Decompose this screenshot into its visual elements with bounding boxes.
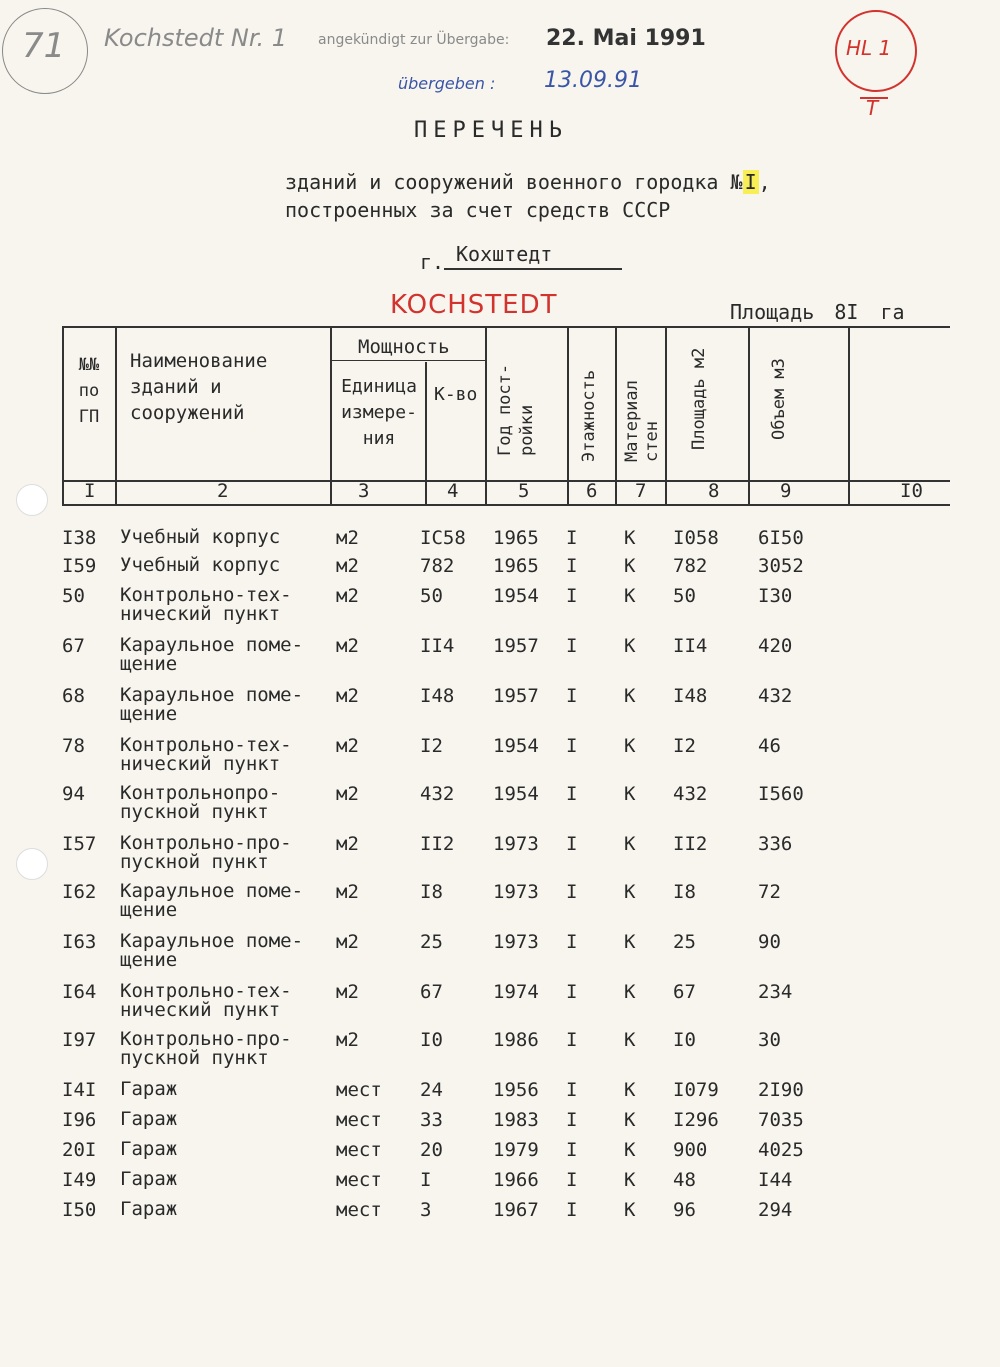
header-col-2: Наименование зданий и сооружений xyxy=(130,350,268,424)
cell-qty: I0 xyxy=(420,1029,443,1051)
cell-unit: мест xyxy=(336,1199,382,1221)
cell-mat: К xyxy=(624,833,636,855)
cell-area: 432 xyxy=(673,783,708,805)
title-line-1: зданий и сооружений военного городка № I , xyxy=(285,170,771,194)
cell-no: 94 xyxy=(62,783,85,805)
cell-floors: I xyxy=(566,1079,578,1101)
document-title: ПЕРЕЧЕНЬ xyxy=(414,118,568,143)
cell-year: 1957 xyxy=(493,635,539,657)
cell-unit: м2 xyxy=(336,931,359,953)
header-col-3: Единица измере- ния xyxy=(341,376,417,449)
cell-name-line: Учебный корпус xyxy=(120,526,281,548)
cell-vol: 4025 xyxy=(758,1139,804,1161)
cell-qty: 20 xyxy=(420,1139,443,1161)
cell-no: I50 xyxy=(62,1199,97,1221)
cell-year: 1974 xyxy=(493,981,539,1003)
cell-qty: 33 xyxy=(420,1109,443,1131)
cell-unit: м2 xyxy=(336,585,359,607)
cell-floors: I xyxy=(566,783,578,805)
cell-no: I62 xyxy=(62,881,97,903)
cell-no: 20I xyxy=(62,1139,97,1161)
cell-name-line: Гараж xyxy=(120,1198,178,1220)
header-bottom-border xyxy=(62,480,950,482)
handover-date: 13.09.91 xyxy=(544,68,642,93)
cell-mat: К xyxy=(624,1079,636,1101)
cell-no: 67 xyxy=(62,635,85,657)
cell-name-line: Контрольнопро- xyxy=(120,782,281,804)
cell-area: I48 xyxy=(673,685,708,707)
cell-name xyxy=(120,1030,292,1068)
cell-no: I49 xyxy=(62,1169,97,1191)
cell-unit: м2 xyxy=(336,833,359,855)
cell-name xyxy=(120,528,280,547)
column-number: I xyxy=(84,480,96,502)
cell-mat: К xyxy=(624,981,636,1003)
cell-no: I96 xyxy=(62,1109,97,1131)
cell-unit: м2 xyxy=(336,1029,359,1051)
cell-year: 1966 xyxy=(493,1169,539,1191)
column-number: I0 xyxy=(900,480,923,502)
cell-area: I079 xyxy=(673,1079,719,1101)
cell-area: 67 xyxy=(673,981,696,1003)
cell-name-line: нический пункт xyxy=(120,603,281,625)
cell-qty: 25 xyxy=(420,931,443,953)
cell-name-line: Караульное поме- xyxy=(120,684,304,706)
cell-name xyxy=(120,1080,177,1099)
cell-area: 900 xyxy=(673,1139,708,1161)
cell-name xyxy=(120,1110,177,1129)
cell-name-line: щение xyxy=(120,899,178,921)
header-col-9: Объем м3 xyxy=(769,358,789,440)
cell-name-line: Контрольно-тех- xyxy=(120,734,292,756)
cell-floors: I xyxy=(566,635,578,657)
cell-name xyxy=(120,1170,177,1189)
cell-year: 1965 xyxy=(493,527,539,549)
cell-mat: К xyxy=(624,585,636,607)
cell-name xyxy=(120,784,280,822)
column-number: 5 xyxy=(518,480,530,502)
cell-qty: IC58 xyxy=(420,527,466,549)
cell-unit: м2 xyxy=(336,635,359,657)
cell-no: I4I xyxy=(62,1079,97,1101)
cell-floors: I xyxy=(566,527,578,549)
stamp-date: 22. Mai 1991 xyxy=(546,26,706,51)
pencil-label: Kochstedt Nr. 1 xyxy=(104,24,288,52)
col-line xyxy=(748,326,750,504)
cell-year: 1973 xyxy=(493,881,539,903)
cell-name-line: Учебный корпус xyxy=(120,554,281,576)
cell-name-line: пускной пункт xyxy=(120,1047,269,1069)
cell-area: II4 xyxy=(673,635,708,657)
cell-vol: I560 xyxy=(758,783,804,805)
cell-vol: 7035 xyxy=(758,1109,804,1131)
col-line xyxy=(615,326,617,504)
cell-name-line: Контрольно-тех- xyxy=(120,584,292,606)
cell-mat: К xyxy=(624,527,636,549)
cell-unit: мест xyxy=(336,1139,382,1161)
cell-name-line: Гараж xyxy=(120,1078,178,1100)
title-line-2: построенных за счет средств СССР xyxy=(285,198,671,222)
cell-floors: I xyxy=(566,1199,578,1221)
cell-area: I0 xyxy=(673,1029,696,1051)
cell-mat: К xyxy=(624,555,636,577)
cell-vol: 30 xyxy=(758,1029,781,1051)
cell-area: I2 xyxy=(673,735,696,757)
header-col-5: Год пост- ройки xyxy=(495,363,537,456)
cell-vol: I30 xyxy=(758,585,793,607)
cell-name-line: нический пункт xyxy=(120,999,281,1021)
cell-name xyxy=(120,586,292,624)
col-line xyxy=(62,326,64,504)
cell-floors: I xyxy=(566,881,578,903)
city-prefix: г. xyxy=(420,250,445,274)
cell-qty: I8 xyxy=(420,881,443,903)
cell-floors: I xyxy=(566,555,578,577)
cell-name-line: Караульное поме- xyxy=(120,634,304,656)
col-line xyxy=(567,326,569,504)
cell-name-line: Контрольно-про- xyxy=(120,1028,292,1050)
cell-mat: К xyxy=(624,685,636,707)
col-line xyxy=(485,326,487,504)
col-line xyxy=(848,326,850,504)
cell-no: 68 xyxy=(62,685,85,707)
cell-unit: м2 xyxy=(336,981,359,1003)
cell-mat: К xyxy=(624,635,636,657)
cell-vol: 46 xyxy=(758,735,781,757)
cell-no: I97 xyxy=(62,1029,97,1051)
cell-name-line: щение xyxy=(120,703,178,725)
cell-name-line: пускной пункт xyxy=(120,801,269,823)
cell-vol: 2I90 xyxy=(758,1079,804,1101)
cell-year: 1967 xyxy=(493,1199,539,1221)
cell-qty: 67 xyxy=(420,981,443,1003)
cell-unit: м2 xyxy=(336,685,359,707)
cell-name xyxy=(120,1140,177,1159)
cell-qty: 50 xyxy=(420,585,443,607)
red-circle-code: HL 1 xyxy=(846,36,892,60)
cell-qty: 3 xyxy=(420,1199,432,1221)
column-number: 7 xyxy=(635,480,647,502)
cell-name xyxy=(120,982,292,1020)
header-col-8: Площадь м2 xyxy=(689,347,709,450)
cell-area: I058 xyxy=(673,527,719,549)
cell-no: 50 xyxy=(62,585,85,607)
cell-qty: 432 xyxy=(420,783,455,805)
cell-mat: К xyxy=(624,1029,636,1051)
capacity-divider xyxy=(330,360,485,361)
cell-no: I59 xyxy=(62,555,97,577)
cell-unit: м2 xyxy=(336,735,359,757)
punch-hole xyxy=(16,484,48,516)
cell-qty: I48 xyxy=(420,685,455,707)
cell-year: 1986 xyxy=(493,1029,539,1051)
cell-year: 1973 xyxy=(493,931,539,953)
cell-vol: 6I50 xyxy=(758,527,804,549)
cell-qty: I2 xyxy=(420,735,443,757)
cell-name-line: щение xyxy=(120,653,178,675)
cell-no: I64 xyxy=(62,981,97,1003)
red-mark: T xyxy=(866,96,879,120)
archive-number: 71 xyxy=(22,26,66,66)
cell-name-line: Контрольно-тех- xyxy=(120,980,292,1002)
cell-year: 1965 xyxy=(493,555,539,577)
column-number: 6 xyxy=(586,480,598,502)
cell-name-line: Контрольно-про- xyxy=(120,832,292,854)
cell-qty: 24 xyxy=(420,1079,443,1101)
cell-floors: I xyxy=(566,1139,578,1161)
cell-year: 1973 xyxy=(493,833,539,855)
header-col-7: Материал стен xyxy=(622,380,662,462)
cell-qty: II4 xyxy=(420,635,455,657)
cell-unit: м2 xyxy=(336,783,359,805)
cell-no: 78 xyxy=(62,735,85,757)
city-underline xyxy=(444,268,622,270)
cell-area: I8 xyxy=(673,881,696,903)
cell-year: 1954 xyxy=(493,735,539,757)
cell-vol: 294 xyxy=(758,1199,793,1221)
cell-area: I296 xyxy=(673,1109,719,1131)
cell-floors: I xyxy=(566,1029,578,1051)
cell-mat: К xyxy=(624,735,636,757)
cell-qty: 782 xyxy=(420,555,455,577)
column-number: 4 xyxy=(447,480,459,502)
cell-area: 48 xyxy=(673,1169,696,1191)
cell-name-line: Гараж xyxy=(120,1168,178,1190)
cell-unit: мест xyxy=(336,1109,382,1131)
cell-name xyxy=(120,932,303,970)
cell-unit: м2 xyxy=(336,881,359,903)
cell-area: II2 xyxy=(673,833,708,855)
column-number: 2 xyxy=(217,480,229,502)
cell-name xyxy=(120,636,303,674)
cell-mat: К xyxy=(624,783,636,805)
cell-floors: I xyxy=(566,1109,578,1131)
cell-unit: м2 xyxy=(336,527,359,549)
cell-vol: I44 xyxy=(758,1169,793,1191)
cell-year: 1954 xyxy=(493,783,539,805)
cell-year: 1954 xyxy=(493,585,539,607)
cell-vol: 234 xyxy=(758,981,793,1003)
column-number: 9 xyxy=(780,480,792,502)
cell-area: 96 xyxy=(673,1199,696,1221)
cell-year: 1979 xyxy=(493,1139,539,1161)
cell-name xyxy=(120,882,303,920)
cell-mat: К xyxy=(624,1169,636,1191)
col-line xyxy=(115,326,117,504)
cell-name xyxy=(120,556,280,575)
cell-unit: м2 xyxy=(336,555,359,577)
cell-vol: 336 xyxy=(758,833,793,855)
cell-mat: К xyxy=(624,1109,636,1131)
city-name: Кохштедт xyxy=(456,242,553,266)
cell-mat: К xyxy=(624,1139,636,1161)
cell-floors: I xyxy=(566,685,578,707)
cell-mat: К xyxy=(624,881,636,903)
col-line xyxy=(425,362,427,504)
column-number: 8 xyxy=(708,480,720,502)
red-place-label: KOCHSTEDT xyxy=(390,290,558,320)
cell-mat: К xyxy=(624,1199,636,1221)
cell-floors: I xyxy=(566,833,578,855)
cell-year: 1983 xyxy=(493,1109,539,1131)
cell-unit: мест xyxy=(336,1169,382,1191)
cell-name-line: щение xyxy=(120,949,178,971)
cell-year: 1956 xyxy=(493,1079,539,1101)
cell-name xyxy=(120,686,303,724)
table-header-bottom xyxy=(62,504,950,506)
cell-name-line: Гараж xyxy=(120,1138,178,1160)
cell-name xyxy=(120,1200,177,1219)
stamp-text: angekündigt zur Übergabe: xyxy=(318,32,510,48)
cell-name xyxy=(120,736,292,774)
cell-area: 25 xyxy=(673,931,696,953)
cell-no: I38 xyxy=(62,527,97,549)
col-line xyxy=(665,326,667,504)
cell-vol: 432 xyxy=(758,685,793,707)
cell-vol: 72 xyxy=(758,881,781,903)
cell-name-line: пускной пункт xyxy=(120,851,269,873)
cell-floors: I xyxy=(566,981,578,1003)
cell-area: 50 xyxy=(673,585,696,607)
col-line xyxy=(330,326,332,504)
handover-label: übergeben : xyxy=(398,74,496,93)
cell-year: 1957 xyxy=(493,685,539,707)
header-col-6: Этажность xyxy=(579,369,599,462)
cell-vol: 420 xyxy=(758,635,793,657)
cell-name-line: Караульное поме- xyxy=(120,930,304,952)
cell-area: 782 xyxy=(673,555,708,577)
header-col-4: К-во xyxy=(434,384,478,405)
cell-vol: 90 xyxy=(758,931,781,953)
punch-hole xyxy=(16,848,48,880)
cell-vol: 3052 xyxy=(758,555,804,577)
cell-floors: I xyxy=(566,735,578,757)
header-col-1: №№ по ГП xyxy=(78,355,100,427)
cell-name-line: Гараж xyxy=(120,1108,178,1130)
column-number: 3 xyxy=(358,480,370,502)
cell-name-line: Караульное поме- xyxy=(120,880,304,902)
area-line: Площадь 8I га xyxy=(730,300,905,324)
cell-name-line: нический пункт xyxy=(120,753,281,775)
cell-qty: II2 xyxy=(420,833,455,855)
cell-no: I57 xyxy=(62,833,97,855)
cell-name xyxy=(120,834,292,872)
cell-floors: I xyxy=(566,931,578,953)
cell-qty: I xyxy=(420,1169,432,1191)
cell-floors: I xyxy=(566,585,578,607)
header-capacity: Мощность xyxy=(358,336,450,358)
highlighted-number: I xyxy=(744,170,757,194)
cell-unit: мест xyxy=(336,1079,382,1101)
cell-no: I63 xyxy=(62,931,97,953)
cell-floors: I xyxy=(566,1169,578,1191)
cell-mat: К xyxy=(624,931,636,953)
